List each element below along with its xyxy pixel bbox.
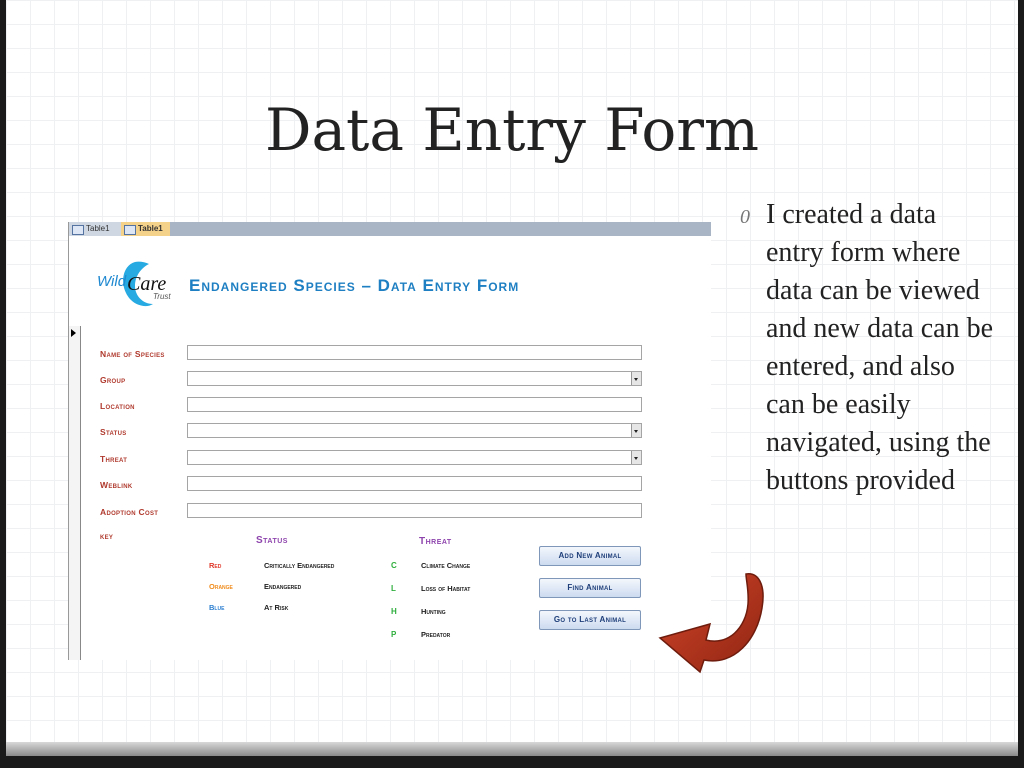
status-blue: Blue (209, 603, 225, 612)
find-animal-button[interactable]: Find Animal (539, 578, 641, 598)
status-orange: Orange (209, 582, 233, 591)
add-new-animal-button[interactable]: Add New Animal (539, 546, 641, 566)
slide-shadow (6, 742, 1018, 756)
adoption-cost-input[interactable] (187, 503, 642, 518)
label-adoption-cost: Adoption Cost (100, 507, 159, 517)
threat-heading: Threat (419, 536, 452, 547)
name-of-species-input[interactable] (187, 345, 642, 360)
bullet-text: I created a data entry form where data can be viewed and new data can be entered, and also can be easily navigated, using the buttons provided (766, 199, 993, 496)
status-dropdown[interactable] (187, 423, 642, 438)
logo-care: Care (127, 273, 167, 295)
chevron-down-icon[interactable] (631, 372, 641, 385)
record-pointer-icon (71, 329, 76, 337)
form-icon (124, 225, 136, 235)
wildcare-logo (91, 252, 181, 312)
threat-loss-of-habitat: Loss of Habitat (421, 584, 471, 593)
threat-dropdown[interactable] (187, 450, 642, 465)
tab-label: Table1 (86, 224, 110, 233)
form-title: Endangered Species – Data Entry Form (189, 276, 520, 295)
threat-hunting: Hunting (421, 607, 446, 616)
chevron-down-icon[interactable] (631, 424, 641, 437)
chevron-down-icon[interactable] (631, 451, 641, 464)
logo-wild: Wild (97, 273, 127, 290)
key-label: key (100, 531, 114, 541)
threat-code-p: P (391, 630, 397, 639)
label-location: Location (100, 401, 135, 411)
threat-code-c: C (391, 561, 397, 570)
status-heading: Status (256, 535, 288, 546)
go-to-last-animal-button[interactable]: Go to Last Animal (539, 610, 641, 630)
tab-label: Table1 (138, 224, 163, 233)
slide-title: Data Entry Form (264, 96, 760, 164)
tab-table1[interactable] (69, 222, 122, 236)
status-orange-desc: Endangered (264, 582, 302, 591)
status-blue-desc: At Risk (264, 603, 289, 612)
slide (6, 0, 1018, 750)
threat-climate-change: Climate Change (421, 561, 471, 570)
bullet-marker: 0 (740, 206, 750, 228)
curved-arrow-icon (654, 568, 772, 674)
location-input[interactable] (187, 397, 642, 412)
tab-bar (69, 222, 711, 236)
group-dropdown[interactable] (187, 371, 642, 386)
label-status: Status (100, 427, 127, 437)
label-group: Group (100, 375, 126, 385)
weblink-input[interactable] (187, 476, 642, 491)
label-threat: Threat (100, 454, 128, 464)
table-icon (72, 225, 84, 235)
tab-form-table1[interactable] (121, 222, 170, 236)
bullet-list (740, 196, 994, 500)
record-selector[interactable] (69, 326, 81, 660)
threat-code-h: H (391, 607, 397, 616)
threat-code-l: L (391, 584, 396, 593)
status-red-desc: Critically Endangered (264, 561, 335, 570)
threat-predator: Predator (421, 630, 451, 639)
status-red: Red (209, 561, 222, 570)
label-name-of-species: Name of Species (100, 349, 165, 359)
form-screenshot (68, 222, 711, 660)
logo-trust: Trust (153, 292, 171, 301)
label-weblink: Weblink (100, 480, 133, 490)
